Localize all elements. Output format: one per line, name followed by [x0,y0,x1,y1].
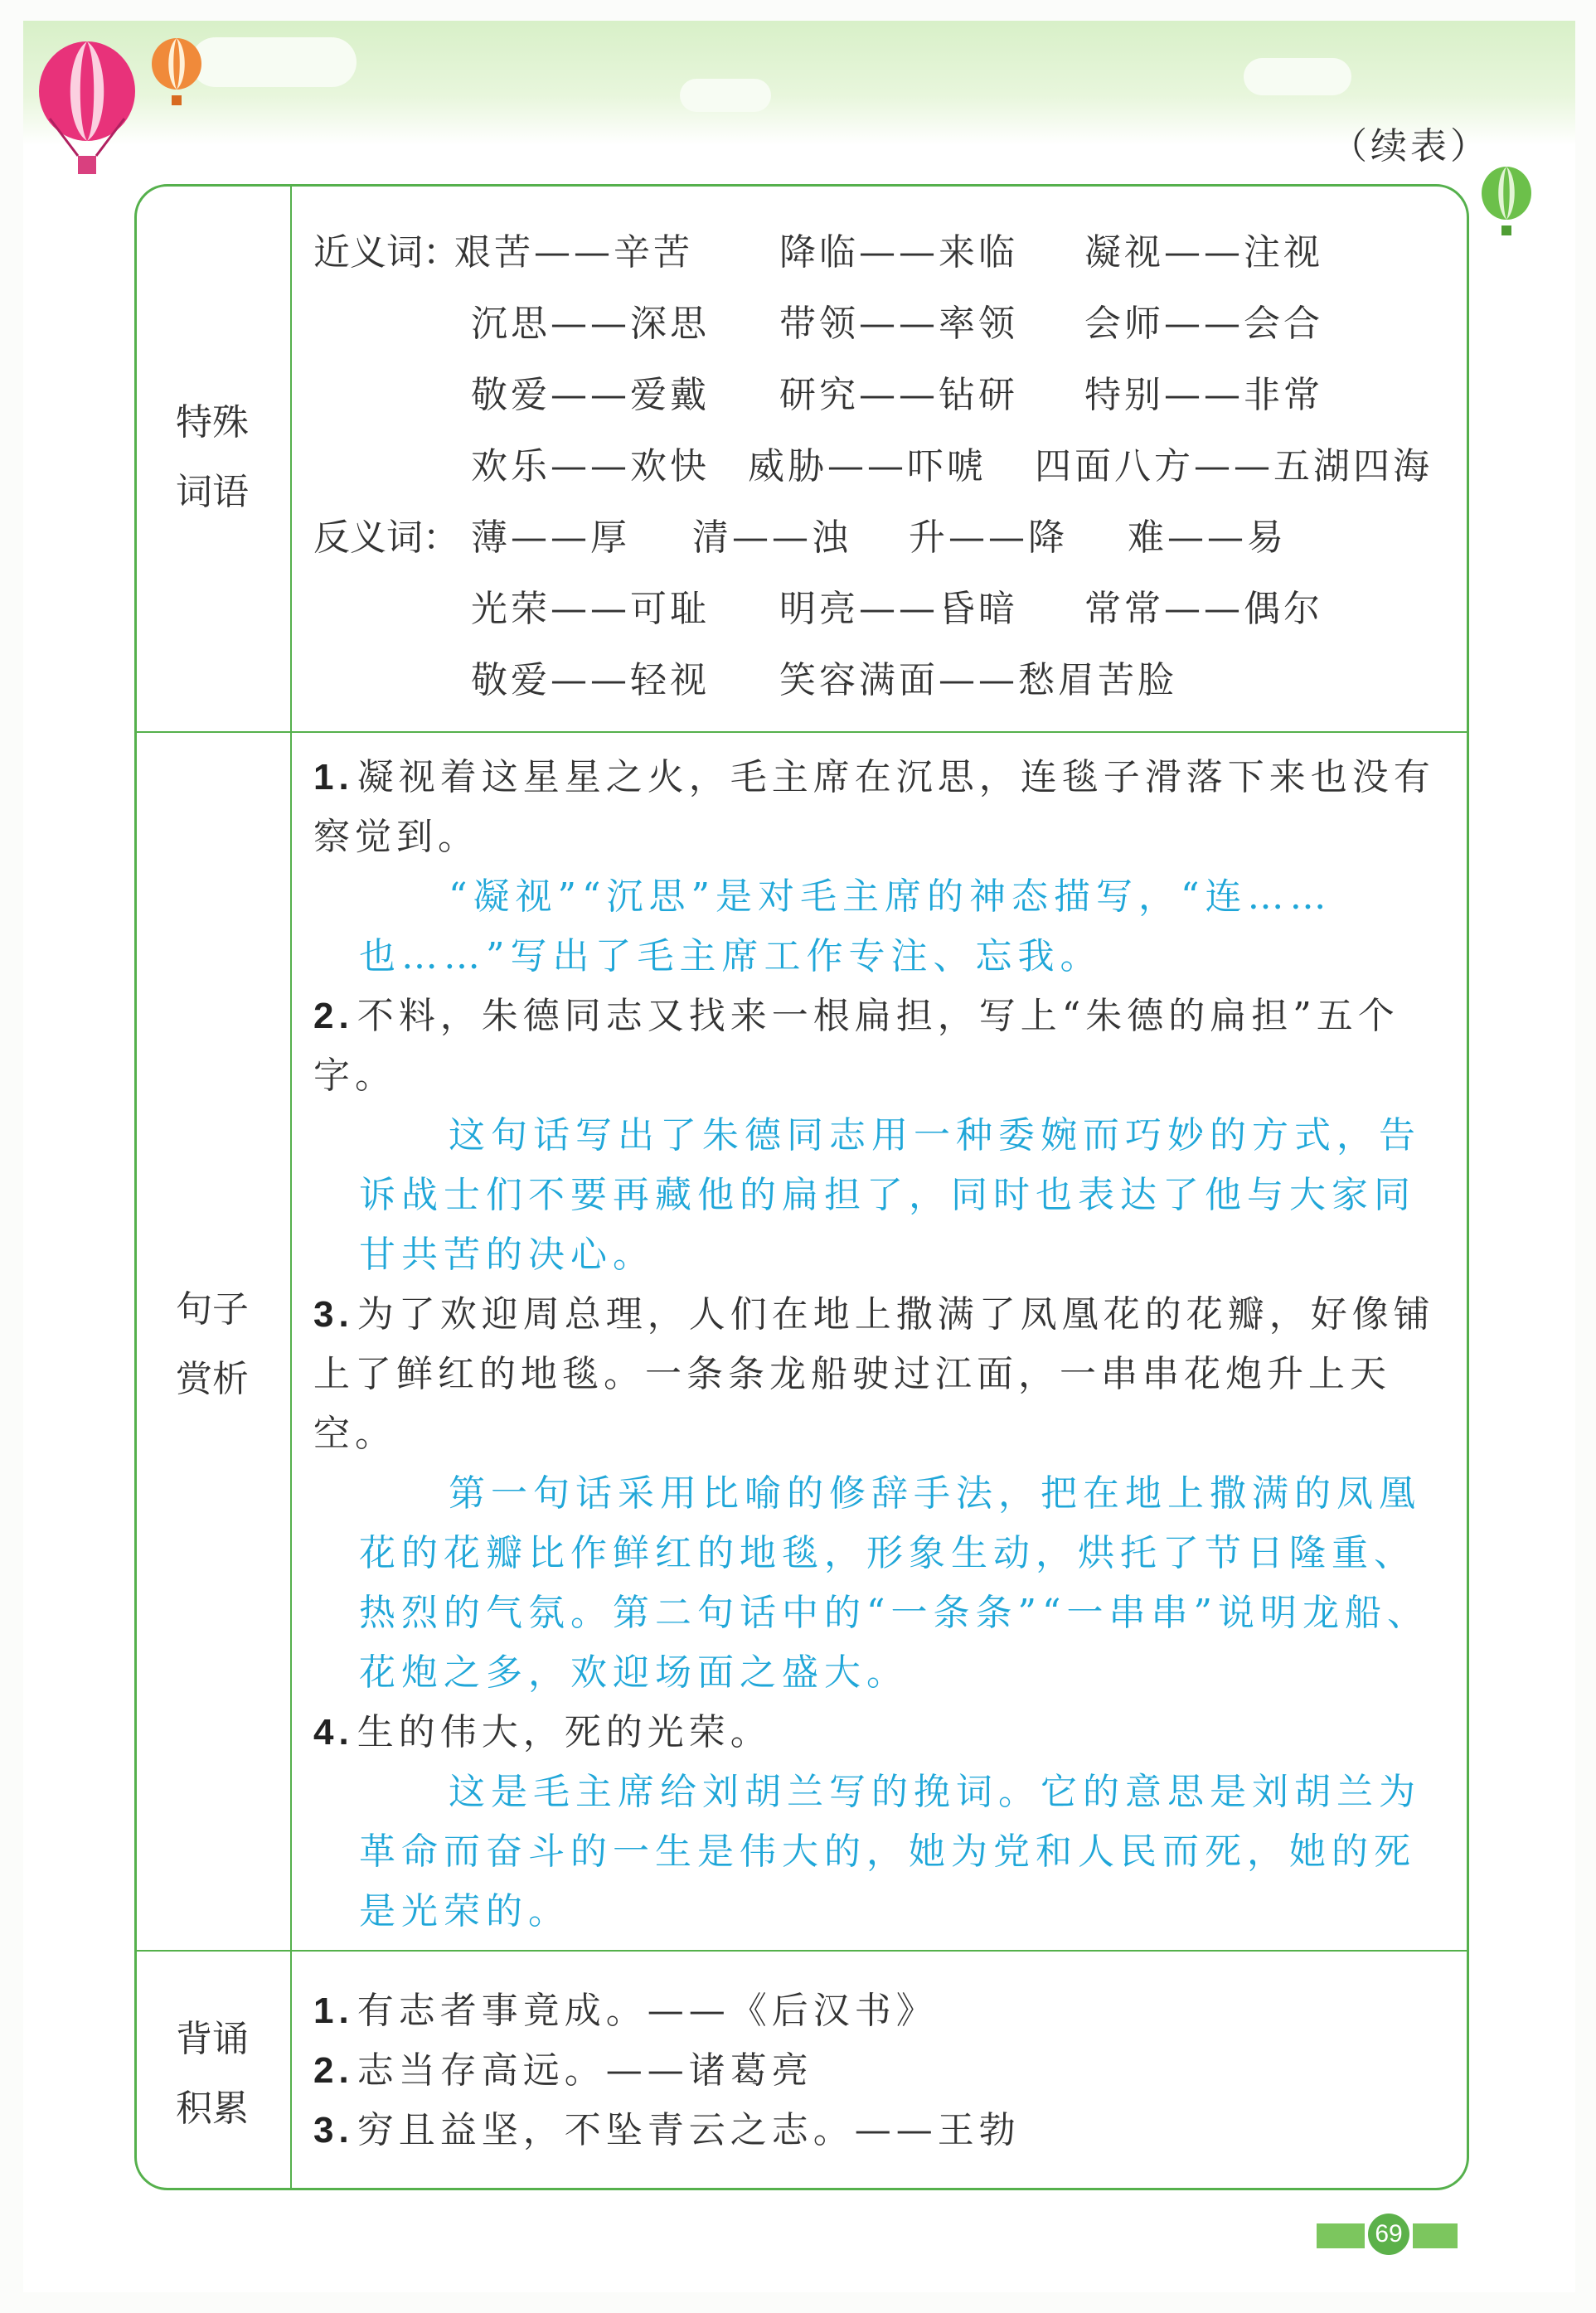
word-pair: 敬爱——轻视 [471,659,710,701]
word-pair: 威胁——吓唬 [748,445,987,487]
word-pair: 带领——率领 [779,303,1018,345]
antonym-label: 反义词： [313,516,459,559]
recitation-item [313,2101,1453,2160]
page-number: 69 [1368,2214,1409,2255]
item-number: 1. [313,1991,354,2031]
hot-air-balloon-icon [32,40,143,181]
analysis-note: 这是毛主席给刘胡兰写的挽词。它的意思是刘胡兰为革命而奋斗的一生是伟大的，她为党和人民而死，她的死是光荣的。 [359,1771,1421,1932]
green-balloon-icon [1477,166,1535,240]
word-pair: 明亮——昏暗 [779,588,1018,630]
page-number-badge [1317,2214,1458,2255]
synonym-label: 近义词： [313,231,459,274]
category-line: 赏析 [176,1358,249,1400]
item-number: 2. [313,2050,354,2091]
row-divider [134,1950,1469,1952]
sentence-text: 生的伟大，死的光荣。 [357,1711,772,1753]
category-special-words [134,388,290,527]
item-number: 3. [313,2110,354,2151]
word-pair: 难——易 [1128,516,1287,559]
analysis-note: 第一句话采用比喻的修辞手法，把在地上撒满的凤凰花的花瓣比作鲜红的地毯，形象生动，烘托了节日隆重、热烈的气氛。第二句话中的“一条条”“一串串”说明龙船、花炮之多，欢迎场面之盛大。 [359,1472,1429,1694]
item-number: 2. [313,996,354,1036]
word-pair: 降临——来临 [779,231,1018,274]
word-pair: 清——浊 [692,516,851,559]
cloud-icon [1244,58,1351,95]
sentence-item [313,748,1453,867]
category-line: 特殊 [176,401,249,444]
analysis-note: 这句话写出了朱德同志用一种委婉而巧妙的方式，告诉战士们不要再藏他的扁担了，同时也表达了他与大家同甘共苦的决心。 [359,1114,1421,1276]
recitation-text: 志当存高远。——诸葛亮 [357,2049,813,2092]
column-divider [290,184,292,2190]
word-pair: 薄——厚 [471,516,630,559]
item-number: 3. [313,1294,354,1335]
recitation-text: 有志者事竟成。——《后汉书》 [357,1990,938,2032]
category-recitation [134,2005,290,2144]
continued-label: （续表） [1331,125,1490,167]
sentence-item [313,1285,1453,1464]
word-pair: 四面八方——五湖四海 [1035,445,1433,487]
analysis-note: “凝视”“沉思”是对毛主席的神态描写，“连……也……”写出了毛主席工作专注、忘我。 [359,875,1332,977]
category-sentence-analysis [134,1275,290,1414]
sentence-text: 不料，朱德同志又找来一根扁担，写上“朱德的扁担”五个字。 [313,995,1400,1097]
row-divider [134,731,1469,733]
category-line: 背诵 [176,2018,249,2060]
word-pair: 笑容满面——愁眉苦脸 [779,659,1177,701]
cloud-icon [680,79,771,112]
category-line: 句子 [176,1288,249,1331]
cloud-icon [191,37,357,87]
word-pair: 艰苦——辛苦 [454,231,693,274]
word-pair: 敬爱——爱戴 [471,374,710,416]
recitation-item [313,2041,1453,2101]
decorative-bar [1317,2223,1365,2248]
word-pair: 研究——钻研 [779,374,1018,416]
word-pair: 特别——非常 [1084,374,1323,416]
word-pair: 欢乐——欢快 [471,445,710,487]
word-pair: 常常——偶尔 [1084,588,1323,630]
sentence-text: 凝视着这星星之火，毛主席在沉思，连毯子滑落下来也没有察觉到。 [313,756,1435,858]
word-pair: 光荣——可耻 [471,588,710,630]
word-pair: 会师——会合 [1084,303,1323,345]
decorative-bar [1413,2223,1458,2248]
sentence-text: 为了欢迎周总理，人们在地上撒满了凤凰花的花瓣，好像铺上了鲜红的地毯。一条条龙船驶过江面，一串串花炮升上天空。 [313,1293,1435,1455]
word-pair: 沉思——深思 [471,303,710,345]
item-number: 4. [313,1712,354,1753]
item-number: 1. [313,757,354,798]
recitation-item [313,1981,1453,2041]
category-line: 词语 [176,471,249,513]
word-pair: 升——降 [909,516,1068,559]
sentence-item [313,987,1453,1106]
word-pair: 凝视——注视 [1084,231,1323,274]
category-line: 积累 [176,2088,249,2130]
small-balloon-icon [148,37,206,108]
sentence-item [313,1703,1453,1763]
recitation-text: 穷且益坚，不坠青云之志。——王勃 [357,2109,1021,2151]
